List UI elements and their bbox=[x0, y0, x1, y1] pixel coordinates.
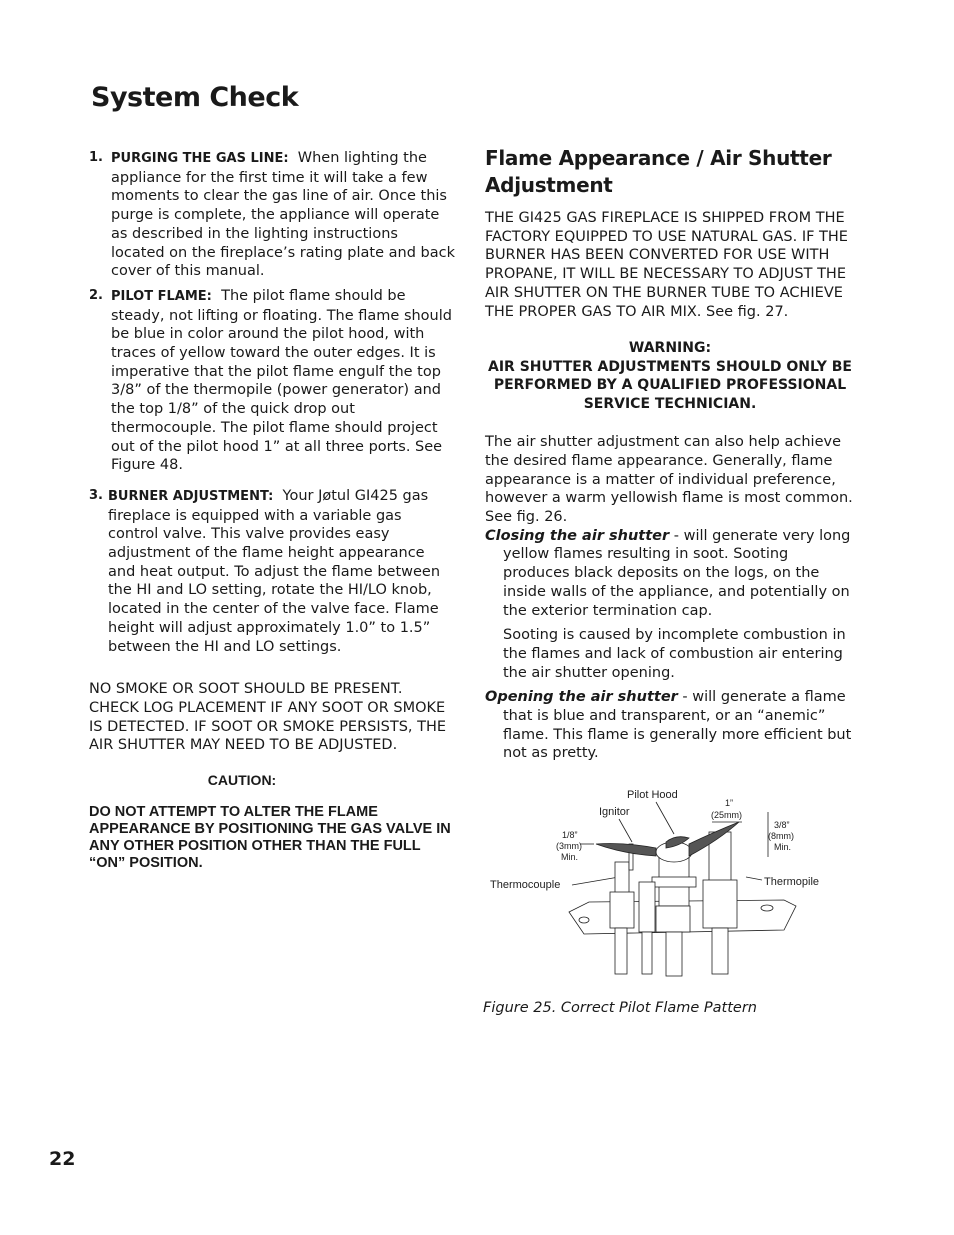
label-ignitor: Ignitor bbox=[599, 806, 630, 818]
page-number: 22 bbox=[49, 1148, 76, 1170]
opening-term: Opening the air shutter bbox=[485, 689, 678, 706]
caution-body: DO NOT ATTEMPT TO ALTER THE FLAME APPEARANCE BY POSITIONING THE GAS VALVE IN ANY OTHER POSITION OTHER THAN THE FULL “ON” POSITION. bbox=[89, 803, 451, 871]
label-one-inch-mm: (25mm) bbox=[711, 810, 742, 820]
list-item-purging bbox=[89, 149, 455, 281]
page-title: System Check bbox=[91, 82, 299, 113]
label-three-eighths-mm: (8mm) bbox=[768, 831, 794, 841]
label-one-eighth-min: Min. bbox=[561, 852, 579, 862]
list-number: 2. bbox=[89, 287, 103, 303]
label-three-eighths: 3/8” bbox=[774, 820, 790, 830]
item-lead: BURNER ADJUSTMENT: bbox=[108, 488, 274, 504]
item-lead: PILOT FLAME: bbox=[111, 288, 212, 304]
opening-text: - will generate a flame that is blue and transparent, or an “anemic” flame. This flame is generally more efficient but not as pretty. bbox=[503, 689, 852, 762]
right-column bbox=[485, 145, 855, 763]
pilot-assembly-figure bbox=[484, 782, 864, 982]
warning-block bbox=[485, 339, 855, 413]
label-three-eighths-min: Min. bbox=[774, 842, 792, 852]
pilot-assembly-diagram bbox=[484, 782, 864, 982]
intro-paragraph: THE GI425 GAS FIREPLACE IS SHIPPED FROM THE FACTORY EQUIPPED TO USE NATURAL GAS. IF THE BURNER HAS BEEN CONVERTED FOR USE WITH PROPANE, IT WILL BE NECESSARY TO ADJUST THE AIR SHUTTER ON THE BURNER TUBE TO ACHIEVE THE PROPER GAS TO AIR MIX. See fig. 27. bbox=[485, 210, 848, 320]
label-thermocouple: Thermocouple bbox=[490, 879, 561, 891]
left-column bbox=[89, 149, 455, 872]
list-number: 3. bbox=[89, 487, 103, 503]
closing-text: - will generate very long yellow flames resulting in soot. Sooting produces black deposits on the logs, on the inside walls of the appliance, and potentially on the exterior termination cap. bbox=[503, 527, 851, 619]
label-thermopile: Thermopile bbox=[764, 876, 820, 888]
item-lead: PURGING THE GAS LINE: bbox=[111, 151, 289, 166]
item-text: The pilot flame should be steady, not lifting or floating. The flame should be blue in color around the pilot hood, with traces of yellow toward the outer edges. It is imperative that the pilot flame engulf the top 3/8” of the thermopile (power generator) and the top 1/8” of the quick drop out thermocouple. The pilot flame should project out of the pilot hood 1” at all three ports. See Figure 48. bbox=[111, 287, 452, 474]
label-one-inch: 1” bbox=[725, 798, 734, 808]
closing-term: Closing the air shutter bbox=[485, 527, 670, 544]
list-number: 1. bbox=[89, 150, 103, 165]
figure-caption: Figure 25. Correct Pilot Flame Pattern bbox=[483, 1000, 757, 1016]
caution-title: CAUTION: bbox=[207, 772, 277, 789]
label-one-eighth: 1/8” bbox=[562, 830, 578, 840]
warning-body: AIR SHUTTER ADJUSTMENTS SHOULD ONLY BE PERFORMED BY A QUALIFIED PROFESSIONAL SERVICE TECHNICIAN. bbox=[488, 358, 852, 412]
sooting-paragraph: Sooting is caused by incomplete combustion in the flames and lack of combustion air entering the air shutter opening. bbox=[503, 627, 846, 681]
label-one-eighth-mm: (3mm) bbox=[556, 841, 582, 851]
list-item-burner-adjustment bbox=[89, 487, 455, 656]
warning-title: WARNING: bbox=[628, 340, 712, 357]
list-item-pilot-flame bbox=[89, 287, 455, 475]
opening-shutter-paragraph bbox=[485, 688, 855, 763]
label-pilot-hood: Pilot Hood bbox=[627, 789, 678, 801]
soot-notice: NO SMOKE OR SOOT SHOULD BE PRESENT. CHECK LOG PLACEMENT IF ANY SOOT OR SMOKE IS DETECTED. IF SOOT OR SMOKE PERSISTS, THE AIR SHUTTER MAY NEED TO BE ADJUSTED. bbox=[89, 681, 447, 754]
item-text: Your Jøtul GI425 gas fireplace is equipped with a variable gas control valve. This valve provides easy adjustment of the flame height appearance and heat output. To adjust the flame between the HI and LO setting, rotate the HI/LO knob, located in the center of the valve face. Flame height will adjust approximately 1.0” to 1.5” between the HI and LO settings. bbox=[108, 487, 441, 655]
item-text: When lighting the appliance for the first time it will take a few moments to clear the gas line of air. Once this purge is complete, the appliance will operate as described in the lighting instructions located on the fireplace’s rating plate and back cover of this manual. bbox=[111, 150, 455, 280]
closing-shutter-paragraph bbox=[485, 527, 855, 621]
section-heading: Flame Appearance / Air Shutter Adjustment bbox=[485, 146, 832, 197]
air-shutter-paragraph: The air shutter adjustment can also help achieve the desired flame appearance. Generally, flame appearance is a matter of individual preference, however a warm yellowish flame is most common. See fig. 26. bbox=[485, 434, 853, 526]
